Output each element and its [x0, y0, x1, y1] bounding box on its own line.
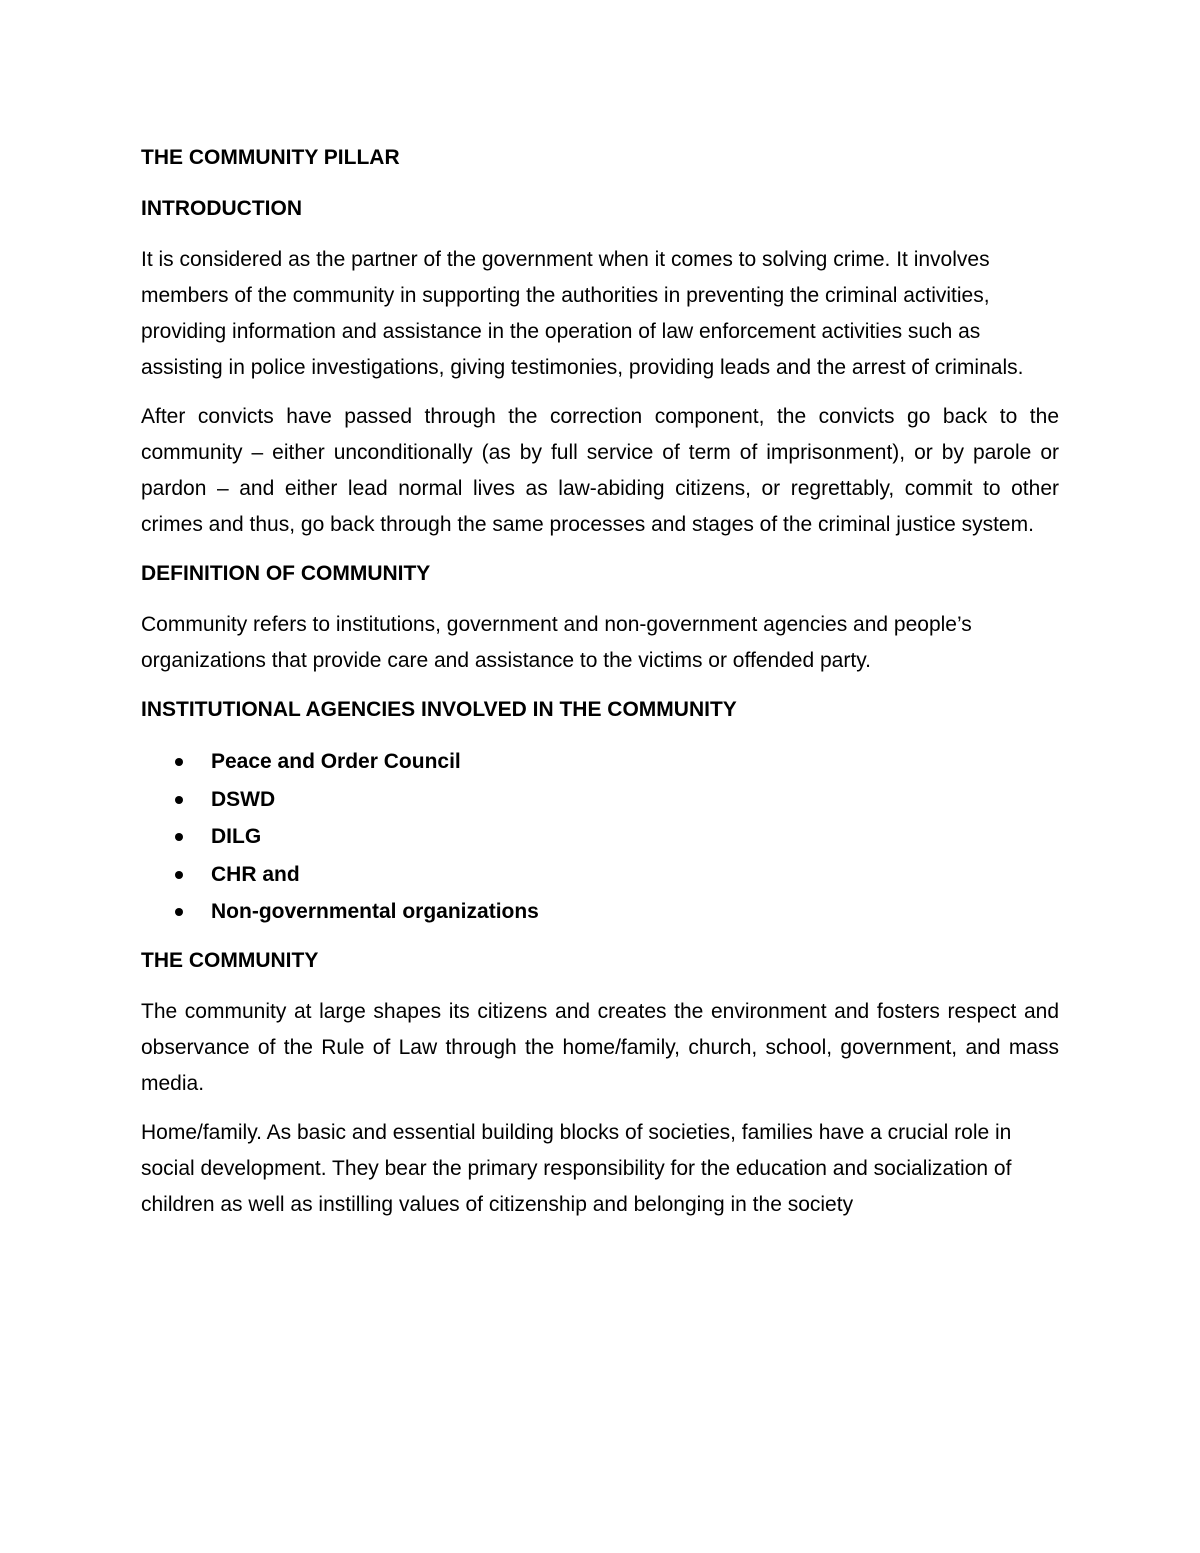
community-paragraph-2: Home/family. As basic and essential building blocks of societies, families have a crucial role in social development. They bear the primary responsibility for the education and socialization of children as well as instilling values of citizenship and belonging in the society [141, 1120, 1012, 1216]
list-item [141, 781, 1059, 819]
list-item [141, 856, 1059, 894]
bullet-icon [175, 796, 183, 804]
list-item-label: Peace and Order Council [211, 750, 461, 773]
list-item-label: DILG [211, 825, 262, 848]
list-item [141, 893, 1059, 931]
bullet-icon [175, 833, 183, 841]
introduction-heading: INTRODUCTION [141, 197, 302, 220]
introduction-paragraph-1: It is considered as the partner of the government when it comes to solving crime. It involves members of the community in supporting the authorities in preventing the criminal activities, providing information and assistance in the operation of law enforcement activities such as assisting in police investigations, giving testimonies, providing leads and the arrest of criminals. [141, 248, 1024, 379]
community-paragraph-1: The community at large shapes its citizens and creates the environment and fosters respect and observance of the Rule of Law through the home/family, church, school, government, and mass media. [141, 999, 1059, 1095]
list-item [141, 743, 1059, 781]
list-item [141, 818, 1059, 856]
introduction-paragraph-2: After convicts have passed through the correction component, the convicts go back to the community – either unconditionally (as by full service of term of imprisonment), or by parole or pardon – and either lead normal lives as law-abiding citizens, or regrettably, commit to other crimes and thus, go back through the same processes and stages of the criminal justice system. [141, 405, 1059, 536]
list-item-label: CHR and [211, 862, 300, 886]
bullet-icon [175, 908, 183, 916]
document-title: THE COMMUNITY PILLAR [141, 146, 400, 169]
definition-paragraph: Community refers to institutions, government and non-government agencies and people’s organizations that provide care and assistance to the victims or offended party. [141, 613, 972, 672]
document-page [141, 140, 1059, 1236]
agencies-list [141, 743, 1059, 931]
agencies-heading: INSTITUTIONAL AGENCIES INVOLVED IN THE COMMUNITY [141, 698, 737, 721]
definition-heading: DEFINITION OF COMMUNITY [141, 562, 431, 585]
list-item-label: Non-governmental organizations [211, 900, 539, 923]
list-item-label: DSWD [211, 787, 276, 811]
bullet-icon [175, 871, 183, 879]
community-heading: THE COMMUNITY [141, 948, 319, 972]
bullet-icon [175, 758, 183, 766]
